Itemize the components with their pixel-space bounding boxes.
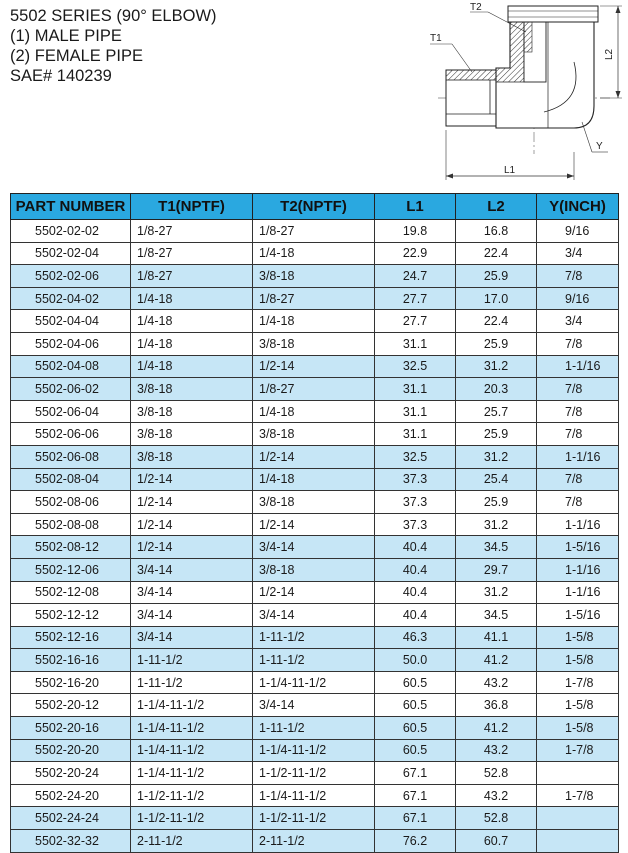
cell-t1: 3/4-14	[131, 604, 253, 627]
cell-pn: 5502-04-06	[11, 332, 131, 355]
cell-t1: 1/2-14	[131, 513, 253, 536]
cell-t2: 1-1/4-11-1/2	[253, 784, 375, 807]
table-row	[11, 649, 619, 672]
y-label: Y	[596, 141, 603, 152]
cell-t1: 3/8-18	[131, 445, 253, 468]
cell-l2: 25.9	[456, 265, 537, 288]
male-thread-hatch-top	[446, 70, 496, 80]
cell-t2: 1/4-18	[253, 242, 375, 265]
cell-pn: 5502-06-04	[11, 400, 131, 423]
cell-t2: 2-11-1/2	[253, 830, 375, 853]
cell-pn: 5502-04-04	[11, 310, 131, 333]
cell-y: 7/8	[537, 468, 619, 491]
cell-y: 1-5/8	[537, 649, 619, 672]
cell-l1: 40.4	[375, 558, 456, 581]
cell-l2: 25.7	[456, 400, 537, 423]
cell-l2: 20.3	[456, 378, 537, 401]
cell-t1: 1/8-27	[131, 242, 253, 265]
cell-pn: 5502-06-06	[11, 423, 131, 446]
cell-l2: 52.8	[456, 762, 537, 785]
cell-pn: 5502-06-08	[11, 445, 131, 468]
cell-y: 1-1/16	[537, 558, 619, 581]
table-row	[11, 378, 619, 401]
cell-l2: 36.8	[456, 694, 537, 717]
col-part-number: PART NUMBER	[11, 194, 131, 220]
cell-t1: 1-1/2-11-1/2	[131, 784, 253, 807]
table-row	[11, 287, 619, 310]
col-l2: L2	[456, 194, 537, 220]
cell-y: 7/8	[537, 378, 619, 401]
cell-y: 1-5/8	[537, 626, 619, 649]
t1-leader	[452, 44, 472, 72]
cell-t2: 1/4-18	[253, 468, 375, 491]
cell-t1: 3/8-18	[131, 423, 253, 446]
cell-l2: 31.2	[456, 581, 537, 604]
cell-t1: 1-11-1/2	[131, 649, 253, 672]
cell-t1: 1-11-1/2	[131, 671, 253, 694]
cell-t1: 2-11-1/2	[131, 830, 253, 853]
cell-y: 9/16	[537, 287, 619, 310]
table-row	[11, 784, 619, 807]
cell-y: 7/8	[537, 423, 619, 446]
sae-number: SAE# 140239	[10, 67, 112, 85]
table-body	[11, 220, 619, 853]
cell-l1: 32.5	[375, 355, 456, 378]
male-pipe-line: (1) MALE PIPE	[10, 27, 122, 45]
cell-t2: 3/8-18	[253, 491, 375, 514]
cell-pn: 5502-16-20	[11, 671, 131, 694]
cell-y: 1-7/8	[537, 671, 619, 694]
cell-l2: 16.8	[456, 220, 537, 243]
cell-l1: 60.5	[375, 671, 456, 694]
cell-l1: 60.5	[375, 694, 456, 717]
cell-y: 1-5/16	[537, 536, 619, 559]
cell-l1: 37.3	[375, 513, 456, 536]
table-row	[11, 423, 619, 446]
table-header-row	[11, 194, 619, 220]
cell-t1: 1-1/4-11-1/2	[131, 762, 253, 785]
cell-t1: 1-1/4-11-1/2	[131, 739, 253, 762]
cell-l2: 34.5	[456, 604, 537, 627]
table-row	[11, 400, 619, 423]
cell-l2: 25.9	[456, 332, 537, 355]
cell-pn: 5502-20-16	[11, 717, 131, 740]
y-leader	[582, 122, 592, 152]
cell-pn: 5502-24-20	[11, 784, 131, 807]
cell-y: 1-5/8	[537, 717, 619, 740]
hex-top	[508, 6, 598, 22]
cell-t2: 1-1/2-11-1/2	[253, 762, 375, 785]
col-y: Y(INCH)	[537, 194, 619, 220]
cell-l1: 76.2	[375, 830, 456, 853]
cell-t2: 3/8-18	[253, 423, 375, 446]
cell-l1: 37.3	[375, 491, 456, 514]
cell-l2: 34.5	[456, 536, 537, 559]
cell-y: 7/8	[537, 400, 619, 423]
cell-l1: 31.1	[375, 423, 456, 446]
col-t1: T1(NPTF)	[131, 194, 253, 220]
table-row	[11, 807, 619, 830]
cell-l1: 27.7	[375, 287, 456, 310]
cell-l2: 22.4	[456, 310, 537, 333]
cell-pn: 5502-20-12	[11, 694, 131, 717]
cell-t2: 1-11-1/2	[253, 717, 375, 740]
cell-pn: 5502-08-06	[11, 491, 131, 514]
female-pipe-line: (2) FEMALE PIPE	[10, 47, 143, 65]
table-row	[11, 445, 619, 468]
cell-y: 1-7/8	[537, 739, 619, 762]
cell-pn: 5502-20-20	[11, 739, 131, 762]
cell-t2: 1/8-27	[253, 287, 375, 310]
table-row	[11, 536, 619, 559]
cell-t2: 1/4-18	[253, 310, 375, 333]
table-row	[11, 513, 619, 536]
cell-l2: 41.2	[456, 649, 537, 672]
table-row	[11, 491, 619, 514]
cell-t1: 1/8-27	[131, 265, 253, 288]
cell-y	[537, 807, 619, 830]
cell-t1: 1/4-18	[131, 332, 253, 355]
cell-l1: 67.1	[375, 807, 456, 830]
cell-y: 1-1/16	[537, 513, 619, 536]
table-row	[11, 310, 619, 333]
table-row	[11, 468, 619, 491]
table-row	[11, 355, 619, 378]
cell-y: 7/8	[537, 332, 619, 355]
series-header	[10, 6, 217, 86]
cell-t2: 1/2-14	[253, 581, 375, 604]
cell-pn: 5502-02-06	[11, 265, 131, 288]
cell-l2: 52.8	[456, 807, 537, 830]
cell-t1: 3/8-18	[131, 378, 253, 401]
cell-t1: 3/4-14	[131, 581, 253, 604]
col-l1: L1	[375, 194, 456, 220]
part-spec-table	[10, 193, 619, 853]
cell-t1: 1/2-14	[131, 536, 253, 559]
cell-l1: 27.7	[375, 310, 456, 333]
cell-pn: 5502-12-12	[11, 604, 131, 627]
cell-l1: 31.1	[375, 378, 456, 401]
cell-t2: 3/8-18	[253, 558, 375, 581]
cell-pn: 5502-12-06	[11, 558, 131, 581]
cell-l1: 40.4	[375, 581, 456, 604]
cell-pn: 5502-02-04	[11, 242, 131, 265]
cell-y	[537, 762, 619, 785]
cell-l2: 25.4	[456, 468, 537, 491]
cell-t1: 3/8-18	[131, 400, 253, 423]
cell-y: 1-1/16	[537, 355, 619, 378]
cell-l2: 31.2	[456, 355, 537, 378]
cell-l1: 37.3	[375, 468, 456, 491]
cell-l1: 31.1	[375, 400, 456, 423]
cell-y: 1-1/16	[537, 445, 619, 468]
cell-l2: 31.2	[456, 445, 537, 468]
cell-y: 3/4	[537, 310, 619, 333]
cell-t2: 1/8-27	[253, 220, 375, 243]
cell-t1: 1-1/2-11-1/2	[131, 807, 253, 830]
cell-l1: 31.1	[375, 332, 456, 355]
col-t2: T2(NPTF)	[253, 194, 375, 220]
cell-l1: 60.5	[375, 717, 456, 740]
cell-t1: 3/4-14	[131, 626, 253, 649]
l2-label: L2	[604, 48, 615, 60]
cell-l1: 60.5	[375, 739, 456, 762]
cell-t2: 3/8-18	[253, 265, 375, 288]
table-row	[11, 717, 619, 740]
table-row	[11, 242, 619, 265]
cell-t2: 3/4-14	[253, 536, 375, 559]
cell-t2: 3/4-14	[253, 694, 375, 717]
table-row	[11, 762, 619, 785]
cell-t1: 1-1/4-11-1/2	[131, 717, 253, 740]
cell-l1: 67.1	[375, 762, 456, 785]
cell-l1: 40.4	[375, 536, 456, 559]
cell-pn: 5502-02-02	[11, 220, 131, 243]
cell-pn: 5502-24-24	[11, 807, 131, 830]
cell-t2: 1-1/4-11-1/2	[253, 739, 375, 762]
cell-y: 3/4	[537, 242, 619, 265]
series-title: 5502 SERIES (90° ELBOW)	[10, 7, 217, 25]
cell-pn: 5502-12-08	[11, 581, 131, 604]
cell-pn: 5502-06-02	[11, 378, 131, 401]
cell-l2: 31.2	[456, 513, 537, 536]
table-row	[11, 265, 619, 288]
cell-t1: 1/4-18	[131, 355, 253, 378]
cell-l2: 29.7	[456, 558, 537, 581]
cell-l2: 41.1	[456, 626, 537, 649]
table-row	[11, 581, 619, 604]
cell-t1: 1/2-14	[131, 468, 253, 491]
cell-t2: 3/8-18	[253, 332, 375, 355]
cell-l1: 32.5	[375, 445, 456, 468]
cell-l2: 25.9	[456, 423, 537, 446]
elbow-fitting-diagram	[424, 2, 624, 184]
table-row	[11, 220, 619, 243]
cell-pn: 5502-04-08	[11, 355, 131, 378]
table-row	[11, 332, 619, 355]
cell-l1: 19.8	[375, 220, 456, 243]
table-row	[11, 604, 619, 627]
cell-l2: 22.4	[456, 242, 537, 265]
cell-pn: 5502-04-02	[11, 287, 131, 310]
cell-pn: 5502-32-32	[11, 830, 131, 853]
cell-y: 9/16	[537, 220, 619, 243]
cell-t1: 1-1/4-11-1/2	[131, 694, 253, 717]
cell-l2: 43.2	[456, 784, 537, 807]
cell-l2: 43.2	[456, 671, 537, 694]
cell-y: 1-5/8	[537, 694, 619, 717]
table-row	[11, 558, 619, 581]
cell-pn: 5502-20-24	[11, 762, 131, 785]
cell-t2: 1/2-14	[253, 445, 375, 468]
cell-pn: 5502-12-16	[11, 626, 131, 649]
cell-t1: 3/4-14	[131, 558, 253, 581]
cell-t2: 1-1/4-11-1/2	[253, 671, 375, 694]
cell-l1: 67.1	[375, 784, 456, 807]
cell-l2: 41.2	[456, 717, 537, 740]
cell-t2: 1/4-18	[253, 400, 375, 423]
table-row	[11, 671, 619, 694]
cell-y: 7/8	[537, 265, 619, 288]
cell-t2: 1-1/2-11-1/2	[253, 807, 375, 830]
table-row	[11, 739, 619, 762]
cell-t2: 1/2-14	[253, 355, 375, 378]
cell-t1: 1/8-27	[131, 220, 253, 243]
l1-label: L1	[504, 165, 516, 176]
cell-y	[537, 830, 619, 853]
table-row	[11, 694, 619, 717]
cell-l1: 24.7	[375, 265, 456, 288]
table-row	[11, 626, 619, 649]
cell-l1: 22.9	[375, 242, 456, 265]
cell-l2: 43.2	[456, 739, 537, 762]
cell-t1: 1/4-18	[131, 310, 253, 333]
cell-y: 7/8	[537, 491, 619, 514]
body-section-hatch	[496, 22, 524, 82]
cell-pn: 5502-08-04	[11, 468, 131, 491]
cell-t2: 1-11-1/2	[253, 626, 375, 649]
cell-l2: 25.9	[456, 491, 537, 514]
cell-pn: 5502-08-08	[11, 513, 131, 536]
cell-l1: 46.3	[375, 626, 456, 649]
table-row	[11, 830, 619, 853]
t1-label: T1	[430, 33, 442, 44]
cell-t2: 1/8-27	[253, 378, 375, 401]
cell-t2: 1-11-1/2	[253, 649, 375, 672]
cell-y: 1-7/8	[537, 784, 619, 807]
cell-t1: 1/4-18	[131, 287, 253, 310]
cell-l2: 17.0	[456, 287, 537, 310]
cell-pn: 5502-08-12	[11, 536, 131, 559]
cell-t2: 3/4-14	[253, 604, 375, 627]
t2-label: T2	[470, 2, 482, 13]
cell-l1: 50.0	[375, 649, 456, 672]
cell-pn: 5502-16-16	[11, 649, 131, 672]
cell-y: 1-1/16	[537, 581, 619, 604]
cell-y: 1-5/16	[537, 604, 619, 627]
cell-l2: 60.7	[456, 830, 537, 853]
cell-t1: 1/2-14	[131, 491, 253, 514]
cell-t2: 1/2-14	[253, 513, 375, 536]
cell-l1: 40.4	[375, 604, 456, 627]
